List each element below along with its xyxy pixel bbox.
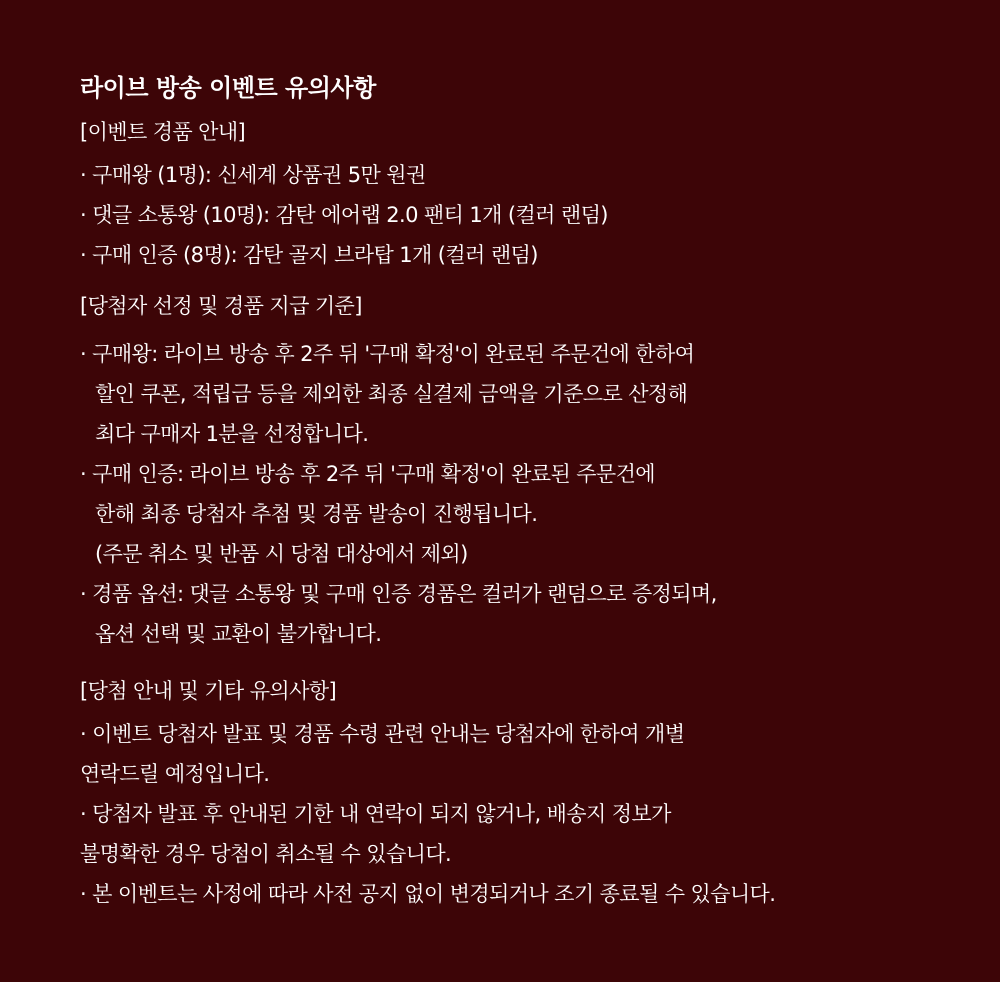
prize-section-header: [이벤트 경품 안내] <box>80 120 246 144</box>
notes-line: 연락드릴 예정입니다. <box>80 762 270 786</box>
notes-line: · 당첨자 발표 후 안내된 기한 내 연락이 되지 않거나, 배송지 정보가 <box>80 802 671 826</box>
criteria-line: · 경품 옵션: 댓글 소통왕 및 구매 인증 경품은 컬러가 랜덤으로 증정되며, <box>80 582 717 606</box>
criteria-line: 한해 최종 당첨자 추첨 및 경품 발송이 진행됩니다. <box>95 502 538 526</box>
criteria-section-header: [당첨자 선정 및 경품 지급 기준] <box>80 294 362 318</box>
notes-line: · 본 이벤트는 사정에 따라 사전 공지 없이 변경되거나 조기 종료될 수 있습니다. <box>80 882 776 906</box>
criteria-line: (주문 취소 및 반품 시 당첨 대상에서 제외) <box>95 542 468 566</box>
criteria-line: · 구매왕: 라이브 방송 후 2주 뒤 '구매 확정'이 완료된 주문건에 한하여 <box>80 342 695 366</box>
criteria-line: 옵션 선택 및 교환이 불가합니다. <box>95 622 382 646</box>
prize-item: · 구매왕 (1명): 신세계 상품권 5만 원권 <box>80 163 426 187</box>
criteria-line: 최다 구매자 1분을 선정합니다. <box>95 422 369 446</box>
criteria-line: 할인 쿠폰, 적립금 등을 제외한 최종 실결제 금액을 기준으로 산정해 <box>95 382 688 406</box>
prize-item: · 구매 인증 (8명): 감탄 골지 브라탑 1개 (컬러 랜덤) <box>80 243 538 267</box>
notes-section-header: [당첨 안내 및 기타 유의사항] <box>80 679 337 703</box>
prize-item: · 댓글 소통왕 (10명): 감탄 에어랩 2.0 팬티 1개 (컬러 랜덤) <box>80 203 608 227</box>
criteria-line: · 구매 인증: 라이브 방송 후 2주 뒤 '구매 확정'이 완료된 주문건에 <box>80 462 655 486</box>
notes-line: · 이벤트 당첨자 발표 및 경품 수령 관련 안내는 당첨자에 한하여 개별 <box>80 722 685 746</box>
notice-title: 라이브 방송 이벤트 유의사항 <box>80 74 376 102</box>
notes-line: 불명확한 경우 당첨이 취소될 수 있습니다. <box>80 842 452 866</box>
